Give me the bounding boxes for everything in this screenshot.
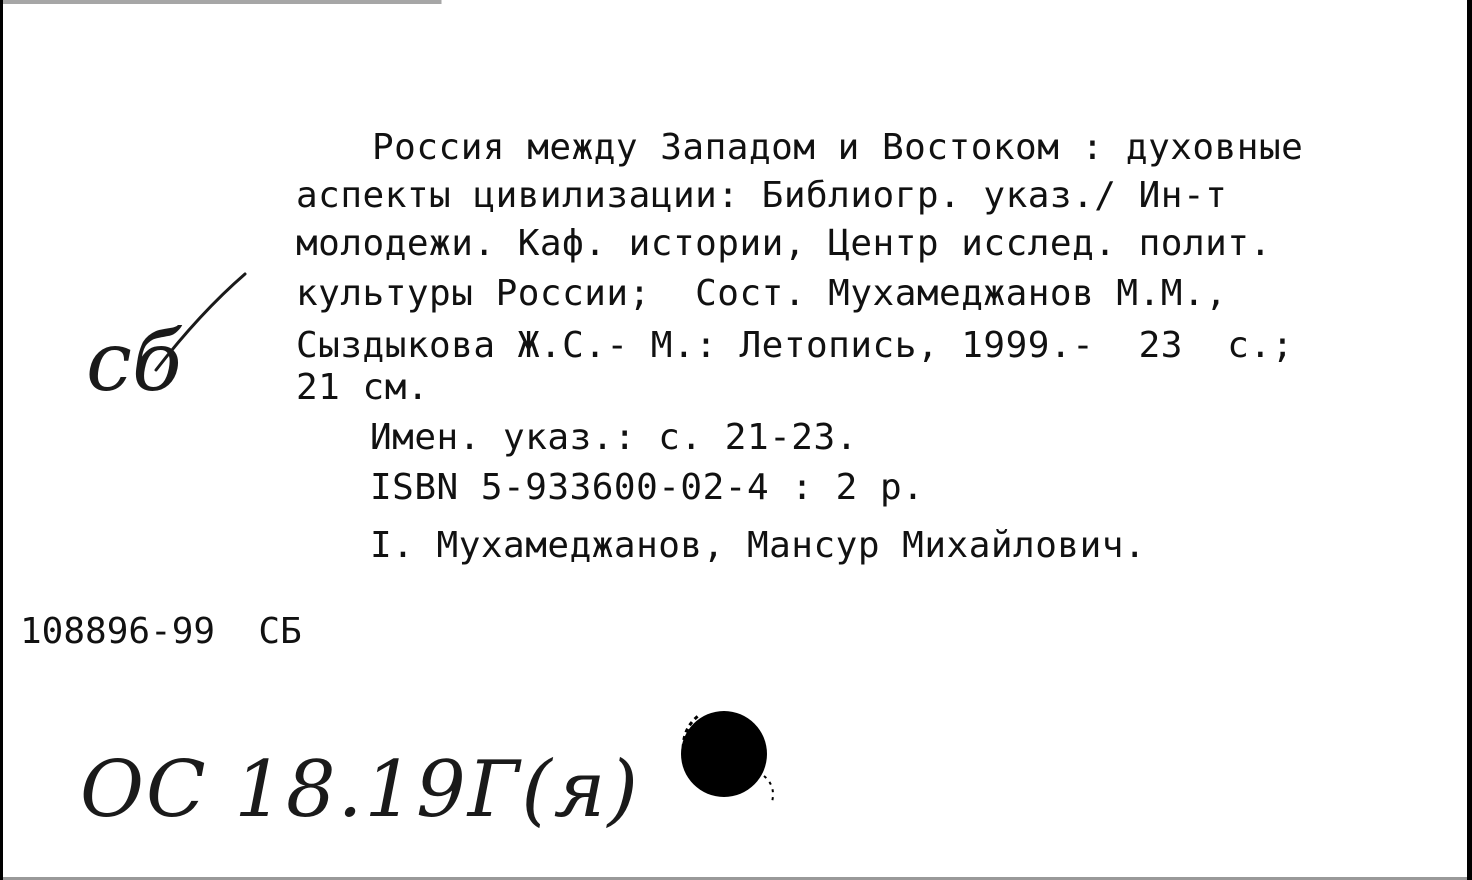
entry-line-subtitle: аспекты цивилизации: Библиогр. указ./ Ин-т bbox=[296, 175, 1228, 216]
inventory-number: 108896-99 СБ bbox=[20, 611, 302, 652]
entry-line-title: Россия между Западом и Востоком : духовные bbox=[372, 127, 1304, 168]
index-note: Имен. указ.: с. 21-23. bbox=[370, 417, 858, 458]
added-entry: I. Мухамеджанов, Мансур Михайлович. bbox=[370, 525, 1147, 566]
punch-hole bbox=[676, 706, 786, 816]
entry-line-imprint: Сыздыкова Ж.С.- М.: Летопись, 1999.- 23 с.; bbox=[296, 325, 1294, 366]
isbn-line: ISBN 5-933600-02-4 : 2 р. bbox=[370, 467, 925, 508]
handwritten-shelfmark: ОС 18.19Г(я) bbox=[80, 745, 640, 835]
card-right-edge bbox=[1467, 0, 1472, 880]
handwritten-collection-mark: сб bbox=[86, 315, 182, 410]
card-left-edge bbox=[0, 0, 3, 880]
entry-line-institution: молодежи. Каф. истории, Центр исслед. полит. bbox=[296, 223, 1272, 264]
card-top-edge bbox=[0, 0, 1472, 4]
entry-line-size: 21 см. bbox=[296, 367, 430, 408]
entry-line-compilers: культуры России; Сост. Мухамеджанов М.М., bbox=[296, 273, 1228, 314]
